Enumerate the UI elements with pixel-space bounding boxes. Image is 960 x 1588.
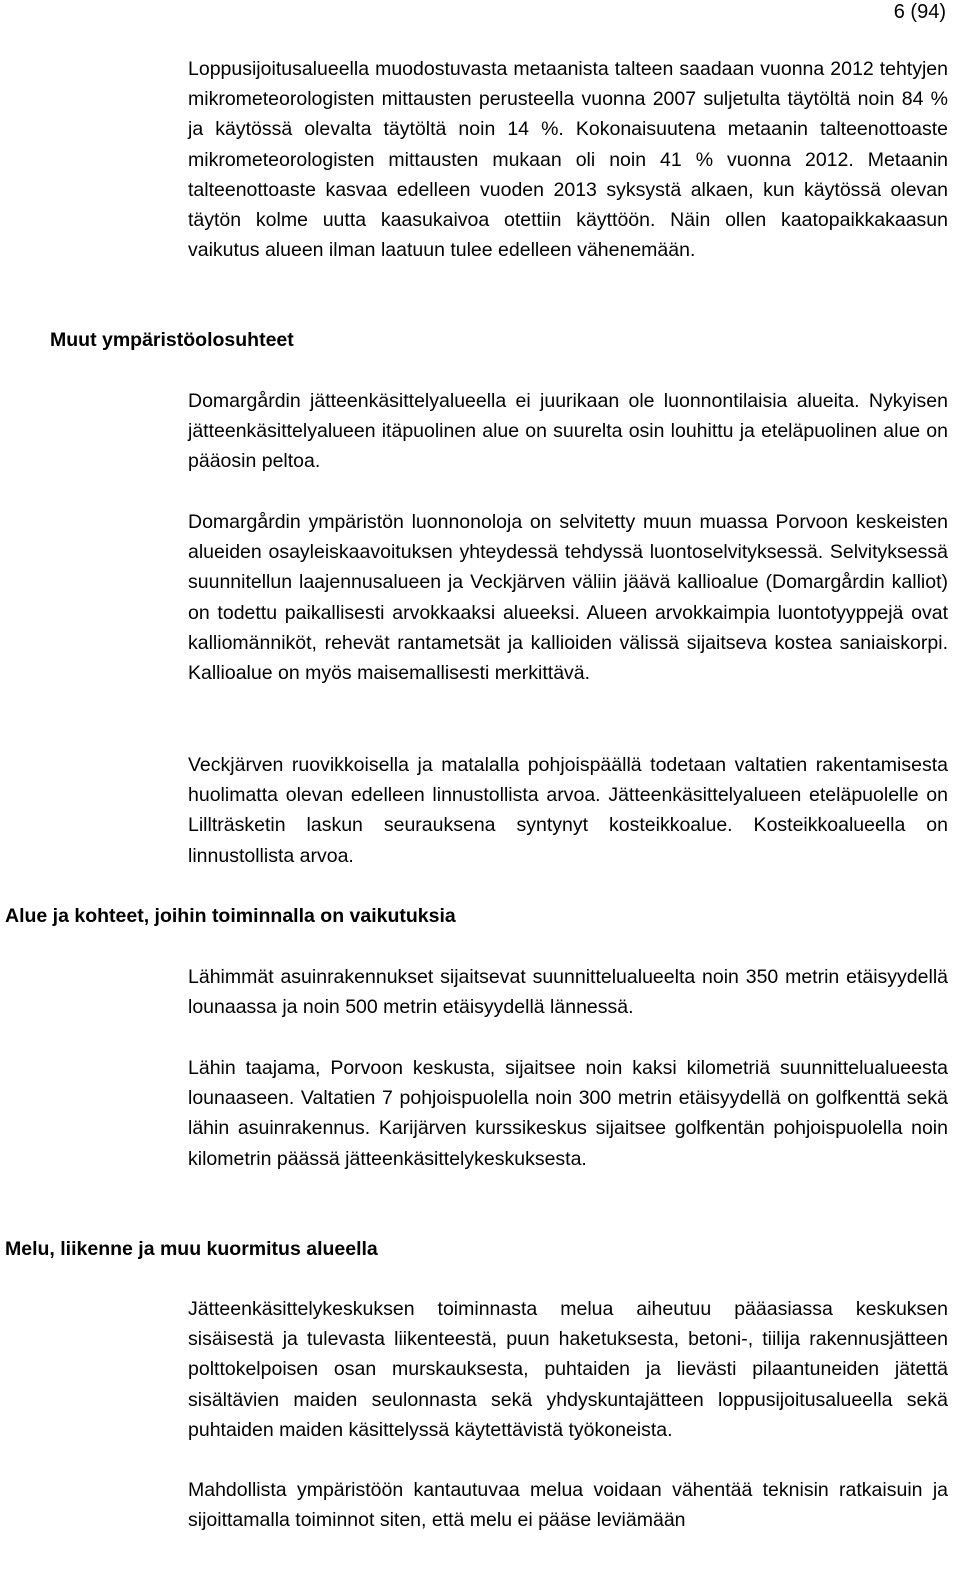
paragraph-nature-survey: Domargårdin ympäristön luonnonoloja on selvitetty muun muassa Porvoon keskeisten alueiden osayleiskaavoituksen yhteydessä tehdyssä luontoselvityksessä. Selvityksessä suunnitellun laajennusalueen ja Veckjärven väliin jäävä kallioalue (Domargårdin kalliot) on todettu paikallisesti arvokkaaksi alueeksi. Alueen arvokkaimpia luontotyyppejä ovat kalliomänniköt, rehevät rantametsät ja kallioiden välissä sijaitseva kostea saniaiskorpi. Kallioalue on myös maisemallisesti merkittävä. [188, 511, 948, 685]
heading-other-environmental-conditions: Muut ympäristöolosuhteet [50, 329, 294, 351]
paragraph-nearest-town: Lähin taajama, Porvoon keskusta, sijaitsee noin kaksi kilometriä suunnittelualueesta lounaaseen. Valtatien 7 pohjoispuolella noin 300 metrin etäisyydellä on golfkenttä sekä lähin asuinrakennus. Karijärven kurssikeskus sijaitsee golfkentän pohjoispuolella noin kilometrin päässä jätteenkäsittelykeskuksesta. [188, 1057, 948, 1170]
paragraph-methane-recovery: Loppusijoitusalueella muodostuvasta metaanista talteen saadaan vuonna 2012 tehtyjen mikrometeorologisten mittausten perusteella vuonna 2007 suljetulta täytöltä noin 84 % ja käytössä olevalta täytöltä noin 14 %. Kokonaisuutena metaanin talteenottoaste mikrometeorologisten mittausten mukaan oli noin 41 % vuonna 2012. Metaanin talteenottoaste kasvaa edelleen vuoden 2013 syksystä alkaen, kun käytössä olevan täytön kolme uutta kaasukaivoa otettiin käyttöön. Näin ollen kaatopaikkakaasun vaikutus alueen ilman laatuun tulee edelleen vähenemään. [188, 58, 948, 262]
paragraph-noise-mitigation: Mahdollista ympäristöön kantautuvaa melua voidaan vähentää teknisin ratkaisuin ja sijoittamalla toiminnot siten, että melu ei pääse leviämään [188, 1479, 948, 1532]
paragraph-noise-sources: Jätteenkäsittelykeskuksen toiminnasta melua aiheutuu pääasiassa keskuksen sisäisestä ja tulevasta liikenteestä, puun haketuksesta, betoni-, tiilija rakennusjätteen polttokelpoisen osan murskauksesta, puhtaiden ja lievästi pilaantuneiden jätettä sisältävien maiden seulonnasta sekä yhdyskuntajätteen loppusijoitusalueella sekä puhtaiden maiden käsittelyssä käytettävistä työkoneista. [188, 1298, 948, 1441]
heading-affected-areas: Alue ja kohteet, joihin toiminnalla on vaikutuksia [5, 905, 456, 927]
paragraph-natural-areas: Domargårdin jätteenkäsittelyalueella ei juurikaan ole luonnontilaisia alueita. Nykyisen jätteenkäsittelyalueen itäpuolinen alue on suurelta osin louhittu ja eteläpuolinen alue on pääosin peltoa. [188, 390, 948, 473]
heading-noise-traffic-load: Melu, liikenne ja muu kuormitus alueella [5, 1238, 378, 1260]
paragraph-nearest-residences: Lähimmät asuinrakennukset sijaitsevat suunnittelualueelta noin 350 metrin etäisyydellä lounaassa ja noin 500 metrin etäisyydellä lännessä. [188, 966, 948, 1019]
paragraph-veckjarvi-birds: Veckjärven ruovikkoisella ja matalalla pohjoispäällä todetaan valtatien rakentamisesta huolimatta olevan edelleen linnustollista arvoa. Jätteenkäsittelyalueen eteläpuolelle on Lillträsketin laskun seurauksena syntynyt kosteikkoalue. Kosteikkoalueella on linnustollista arvoa. [188, 754, 948, 867]
page-number: 6 (94) [893, 1, 946, 23]
